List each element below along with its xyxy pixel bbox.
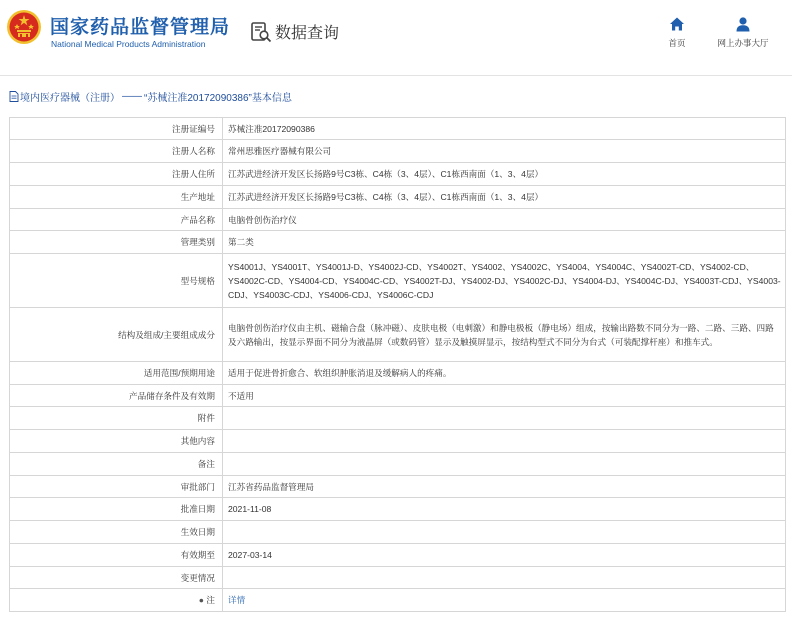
row-label: 批准日期 — [10, 498, 223, 521]
site-logo-title: 国家药品监督管理局 — [50, 17, 231, 38]
row-label: 变更情况 — [10, 567, 223, 589]
row-value: 江苏武进经济开发区长扬路9号C3栋、C4栋（3、4层）、C1栋西南面（1、3、4层） — [223, 163, 786, 186]
nav-online-office-label: 网上办事大厅 — [717, 38, 769, 48]
table-row — [10, 589, 786, 612]
breadcrumb — [9, 89, 292, 104]
row-label — [10, 589, 223, 612]
row-value — [223, 521, 786, 544]
row-label: 其他内容 — [10, 430, 223, 453]
row-value: 常州思雅医疗器械有限公司 — [223, 140, 786, 163]
table-row — [10, 362, 786, 385]
row-value: 2027-03-14 — [223, 544, 786, 567]
row-label-text: 注 — [206, 595, 215, 605]
document-icon — [9, 91, 19, 102]
document-search-icon — [250, 21, 272, 43]
details-link[interactable]: 详情 — [228, 595, 246, 605]
registration-detail-table — [9, 117, 786, 612]
row-value: 电脑骨创伤治疗仪由主机、磁输合盘（脉冲磁）、皮肤电极（电刺激）和静电极板（静电场）组成，按输出路数不同分为一路、二路、三路、四路及六路输出，按显示界面不同分为液晶屏（或数码管）显示及触摸屏显示，按结构型式不同分为台式（可装配撑杆座）和推车式。 — [223, 308, 786, 362]
nav-online-office[interactable] — [708, 16, 778, 49]
table-row — [10, 544, 786, 567]
row-value: 适用于促进骨折愈合、软组织肿胀消退及缓解病人的疼痛。 — [223, 362, 786, 385]
row-label: 管理类别 — [10, 231, 223, 254]
data-query-title: 数据查询 — [275, 25, 340, 42]
row-label: 适用范围/预期用途 — [10, 362, 223, 385]
row-value: 江苏省药品监督管理局 — [223, 476, 786, 498]
pin-icon: ● — [198, 595, 204, 605]
row-label: 产品储存条件及有效期 — [10, 385, 223, 407]
row-value: 电脑骨创伤治疗仪 — [223, 209, 786, 231]
user-icon — [735, 16, 751, 32]
row-label: 生产地址 — [10, 186, 223, 209]
breadcrumb-separator: —— — [122, 91, 142, 102]
row-label: 备注 — [10, 453, 223, 476]
row-label: 生效日期 — [10, 521, 223, 544]
table-row — [10, 140, 786, 163]
row-label: 型号规格 — [10, 254, 223, 308]
row-value: 不适用 — [223, 385, 786, 407]
table-row — [10, 453, 786, 476]
data-query-heading — [250, 20, 339, 43]
breadcrumb-category[interactable]: 境内医疗器械（注册） — [20, 93, 120, 104]
row-value: YS4001J、YS4001T、YS4001J-D、YS4002J-CD、YS4002T、YS4002、YS4002C、YS4004、YS4004C、YS4002T-CD、YS4002-CD、YS4002C-CD、YS4004-CD、YS4004C-CD、YS4002T-DJ、YS4002-DJ、YS4002C-DJ、YS4004-DJ、YS4004C-DJ、YS4003T-CDJ、YS4003-CDJ、YS4003C-CDJ、YS4006-CDJ、YS4006C-CDJ — [223, 254, 786, 308]
breadcrumb-title: “苏械注准20172090386”基本信息 — [144, 93, 292, 104]
row-label: 注册证编号 — [10, 118, 223, 140]
site-logo-subtitle: National Medical Products Administration — [51, 39, 206, 49]
table-row — [10, 231, 786, 254]
table-row — [10, 521, 786, 544]
row-value: 苏械注准20172090386 — [223, 118, 786, 140]
national-emblem-icon — [6, 9, 42, 45]
site-header — [0, 0, 792, 68]
row-value: 第二类 — [223, 231, 786, 254]
row-label: 注册人住所 — [10, 163, 223, 186]
table-row — [10, 567, 786, 589]
table-row — [10, 498, 786, 521]
table-row — [10, 407, 786, 430]
table-row — [10, 186, 786, 209]
row-value — [223, 407, 786, 430]
table-row — [10, 430, 786, 453]
row-label: 附件 — [10, 407, 223, 430]
row-value — [223, 453, 786, 476]
table-row — [10, 163, 786, 186]
home-icon — [669, 16, 685, 32]
nav-home[interactable] — [662, 16, 692, 49]
row-label: 审批部门 — [10, 476, 223, 498]
row-label: 产品名称 — [10, 209, 223, 231]
table-row — [10, 308, 786, 362]
table-row — [10, 254, 786, 308]
row-label: 注册人名称 — [10, 140, 223, 163]
table-row — [10, 385, 786, 407]
row-label: 结构及组成/主要组成成分 — [10, 308, 223, 362]
row-label: 有效期至 — [10, 544, 223, 567]
nav-home-label: 首页 — [668, 38, 686, 48]
table-row — [10, 118, 786, 140]
row-value: 2021-11-08 — [223, 498, 786, 521]
row-value — [223, 567, 786, 589]
header-divider — [0, 75, 792, 76]
table-row — [10, 476, 786, 498]
row-value: 江苏武进经济开发区长扬路9号C3栋、C4栋（3、4层）、C1栋西南面（1、3、4层） — [223, 186, 786, 209]
row-value — [223, 589, 786, 612]
row-value — [223, 430, 786, 453]
table-row — [10, 209, 786, 231]
